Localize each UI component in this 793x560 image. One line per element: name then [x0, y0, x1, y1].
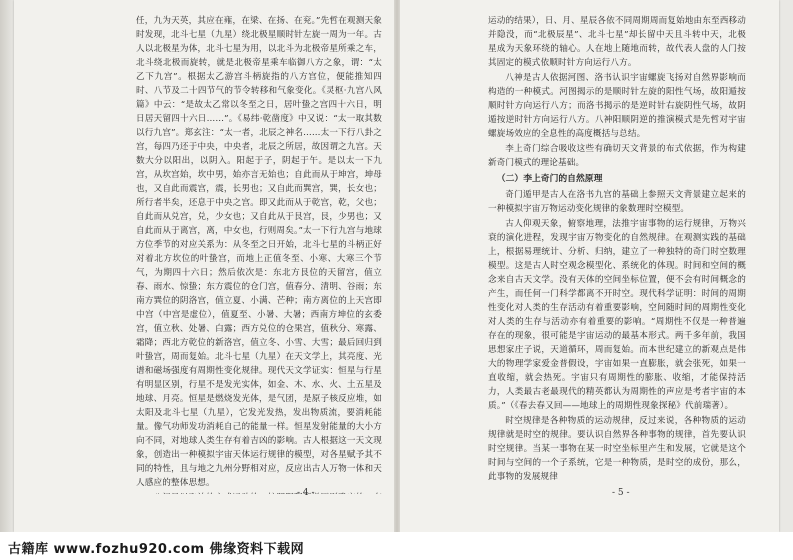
section-paragraph-1: 奇门遁甲是古人在洛书九宫的基础上参照天文背景建立起来的一种模拟宇宙万物运动变化规律的象数理时空模型。 [488, 190, 746, 214]
left-paragraph-1: 任，九为天英，其应在雍，在梁、在扬、在兖。”先哲在观测天象时发现，北斗七星（九星）绕北极星顺时针左旋一周为一年。古人以北极星为体，北斗七星为用，以北斗为北极帝星所乘之车，北斗绕北极而旋转，就是北极帝星乘车临御八方之象，谓：“太乙下九宫”。根据太乙游宫斗柄旋指的八方宫位，便能推知四时、八节及二十四节气的节令转移和气象变化。《灵枢·九宫八风篇》中云：“是故太乙常以冬至之日，居叶蛰之宫四十六日，明日居天留四十六日……”。《易纬·乾凿度》中又说：“太一取其数以行九宫”。郑玄注：“太一者，北辰之神名……太一下行八卦之宫，每四乃还于中央，中央者，北辰之所居，故因谓之九宫。天数大分以阳出，以阴入。阳起于子，阴起于午。是以太一下九宫，从坎宫始，坎中男，始亦言无始也；自此而从于坤宫，坤母也，又自此而震宫，震，长男也；又自此而巽宫，巽，长女也；所行者半矣，还息于中央之宫。即又此而从于乾宫，乾，父也；自此而从兑宫，兑，少女也；又自此从于艮宫，艮，少男也；又自此而从于离宫，离，中女也，行则周矣。”太一下行九宫与地球方位季节的对应关系为：从冬至之日开始，北斗七星的斗柄正好对着北方坎位的叶蛰宫，而地上正值冬至、小寒、大寒三个节气，为期四十六日；然后依次是：东北方艮位的天留宫，值立春、雨水、惊蛰；东方震位的仓门宫，值春分、清明、谷雨；东南方巽位的阴洛宫，值立夏、小满、芒种；南方离位的上天宫即中宫（中宫是虚位），值夏至、小暑、大暑；西南方坤位的玄委宫，值立秋、处暑、白露；西方兑位的仓果宫，值秋分、寒露、霜降；西北方乾位的新洛宫，值立冬、小雪、大雪；最后回归到叶蛰宫，周而复始。北斗七星（九星）在天文学上，其亮度、光谱和磁场强度有周期性变化规律。现代天文学证实：恒星与行星有明显区别，行星不是发光实体，如金、木、水、火、土五星及地球、月亮。恒星是燃烧发光体，是气团，是原子核反应堆，如太阳及北斗七星（九星），它发光发热，发出物质流，要消耗能量。像气功师发功消耗自己的能量一样。恒星发射能量的大小方向不同，对地球人类生存有着吉凶的影响。古人根据这一天文现象，创造出一种模拟宇宙天体运行规律的模型，对各星赋予其不同的特性，且与地之九州分野相对应，反应出古人万物一体和天人感应的整体思想。 [136, 16, 382, 488]
right-paragraph-3: 李上奇门综合吸收这些有确切天文背景的布式依据，作为构建新奇门模式的理论基础。 [488, 144, 746, 168]
right-paragraph-1: 运动的结果），日、月、星辰各依不同周期周而复始地由东至西移动并隐没，而“北极辰星”、北斗七星”却长留中天且斗转中天，北极星成为天象环绕的轴心。人在地上随地而转，故代表人盘的人门按其固定的模式依顺时针方向运行八方。 [488, 16, 746, 68]
scan-edge-shadow [0, 0, 14, 532]
section-heading: （二）李上奇门的自然原理 [496, 174, 603, 184]
left-paragraph-2 [136, 491, 382, 494]
footer-site[interactable]: www.fozhu920.com [53, 542, 205, 557]
footer-suffix: 佛缘资料下载网 [209, 542, 305, 557]
right-page-number: - 5 - [612, 488, 630, 498]
footer-watermark [8, 538, 304, 557]
book-spread [14, 0, 779, 532]
left-page-number: - 4 - [297, 488, 315, 498]
watermark-footer [0, 532, 793, 560]
right-paragraph-2: 八神是古人依据河图、洛书认识宇宙螺旋飞扬对自然界影响而构造的一种模式。河图揭示的是顺时针左旋的阳性气场，故阳遁按顺时针方向运行八方；而洛书揭示的是逆时针右旋阴性气场，故阴遁按逆时针方向运行八方。八神阳顺阴逆的推演模式是先哲对宇宙螺旋场效应的全息性的高度概括与总结。 [488, 73, 746, 139]
footer-brand: 古籍库 [8, 542, 49, 557]
section-paragraph-3: 时空规律是各种物质的运动规律，反过来说，各种物质的运动规律就是时空的规律。要认识自然界各种事物的规律，首先要认识时空规律。当某一事物在某一时空坐标里产生和发展，它就是这个时间与空间的一个子系统，它是一种物质，是时空的成份，那么，此事物的发展规律 [488, 416, 746, 482]
book-gutter [394, 0, 400, 532]
left-page [136, 14, 382, 494]
right-page [488, 14, 746, 494]
section-paragraph-2: 古人仰观天象，俯察地理，法推宇宙事物的运行规律，万物兴衰的演化进程，发现宇宙万物变化的自然规律。在观测实践的基础上，根据易理统计、分析、归纳，建立了一种独特的奇门时空数理模型。这是古人时空观念模型化、系统化的体现。时间和空间的概念来自古天文学。没有天体的空间坐标位置，便不会有时间概念的产生，而任何一门科学都离不开时空。现代科学证明：时间的周期性变化对人类的生存活动有着重要影响，空间随时间的周期性变化对人类的生存与活动亦有着重要的影响。“周期性不仅是一种普遍存在的现象，很可能是宇宙运动的最基本形式。两千多年前，我国思想家庄子说，天道循环，周而复始。而本世纪建立的新观点是伟大的物理学家爱金普假设，宇宙如果一直膨胀，就会张死，如果一直收缩，就会热死。宇宙只有周期性的膨胀、收缩，才能保持活力，人类最古老最现代的精英都认为周期性的声应是考者宇宙的本质。”（《春去春又回——地球上的周期性现象探秘》代前瑞著）。 [488, 219, 746, 411]
